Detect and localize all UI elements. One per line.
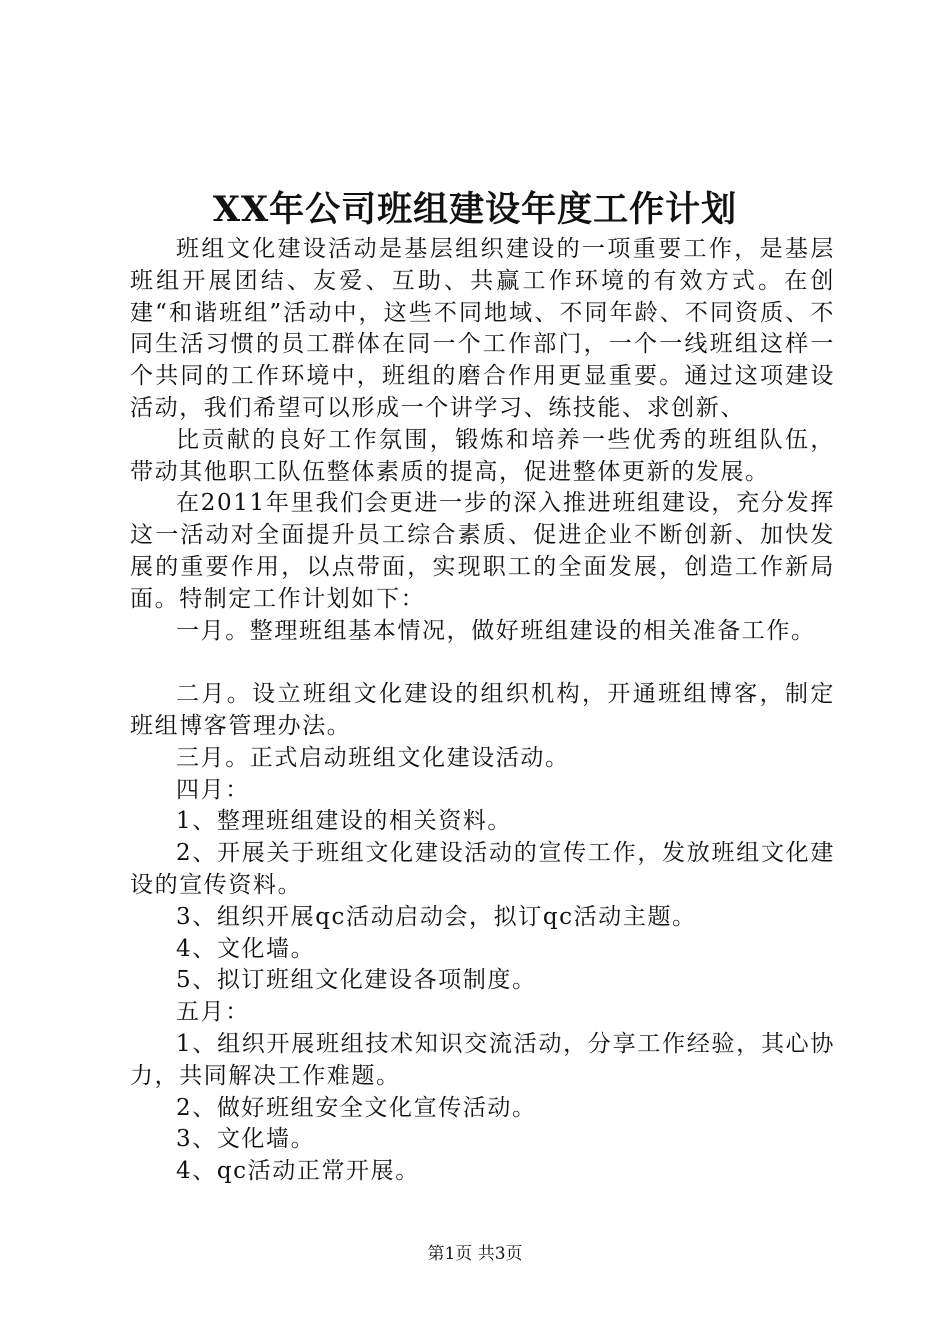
document-title: XX年公司班组建设年度工作计划 [212, 189, 738, 230]
paragraph-intro: 班组文化建设活动是基层组织建设的一项重要工作，是基层班组开展团结、友爱、互助、共赢工作环境的有效方式。在创建“和谐班组”活动中，这些不同地域、不同年龄、不同资质、不同生活习惯的员工群体在同一个工作部门，一个一线班组这样一个共同的工作环境中，班组的磨合作用更显重要。通过这项建设活动，我们希望可以形成一个讲学习、练技能、求创新、 [130, 236, 835, 421]
plan-january: 一月。整理班组基本情况，做好班组建设的相关准备工作。 [176, 617, 816, 644]
plan-may-item: 3、文化墙。 [176, 1126, 316, 1153]
plan-may-item: 2、做好班组安全文化宣传活动。 [176, 1094, 537, 1121]
plan-april-item: 5、拟订班组文化建设各项制度。 [176, 967, 537, 994]
paragraph-plan-overview: 在2011年里我们会更进一步的深入推进班组建设，充分发挥这一活动对全面提升员工综合素质、促进企业不断创新、加快发展的重要作用，以点带面，实现职工的全面发展，创造工作新局面。特制定工作计划如下： [130, 490, 835, 612]
plan-april-item: 2、开展关于班组文化建设活动的宣传工作，发放班组文化建设的宣传资料。 [130, 840, 835, 898]
plan-may-item: 1、组织开展班组技术知识交流活动，分享工作经验，其心协力，共同解决工作难题。 [130, 1030, 835, 1089]
page-number-footer: 第1页 共3页 [427, 1244, 523, 1264]
plan-april-heading: 四月： [176, 776, 250, 803]
document-body [130, 234, 835, 1188]
plan-april-item: 1、整理班组建设的相关资料。 [176, 808, 513, 835]
plan-may-heading: 五月： [176, 999, 250, 1026]
plan-march: 三月。正式启动班组文化建设活动。 [176, 744, 570, 771]
plan-april-item: 4、文化墙。 [176, 935, 316, 962]
plan-february: 二月。设立班组文化建设的组织机构，开通班组博客，制定班组博客管理办法。 [130, 681, 835, 739]
paragraph-intro-continued: 比贡献的良好工作氛围，锻炼和培养一些优秀的班组队伍，带动其他职工队伍整体素质的提高，促进整体更新的发展。 [130, 426, 835, 485]
plan-april-item: 3、组织开展qc活动启动会，拟订qc活动主题。 [176, 903, 697, 930]
plan-may-item: 4、qc活动正常开展。 [176, 1158, 420, 1185]
